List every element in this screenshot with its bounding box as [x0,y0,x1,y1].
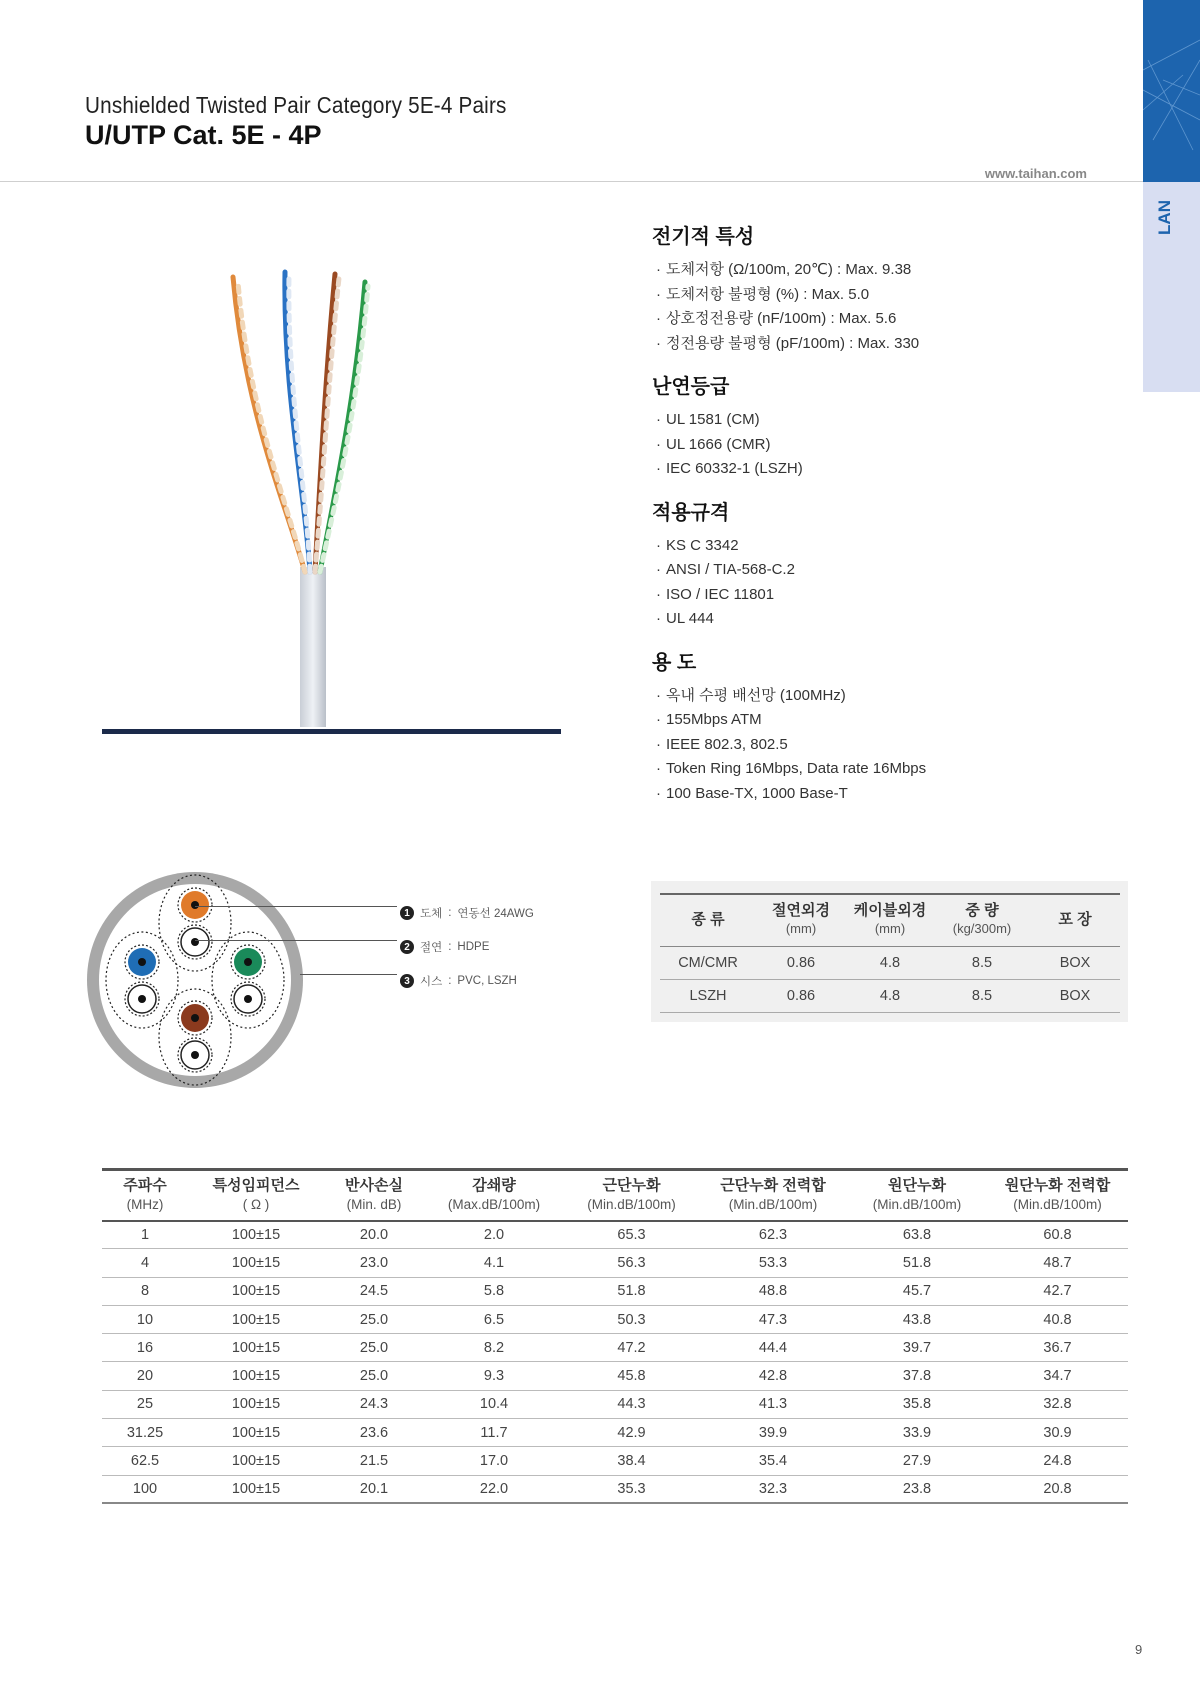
table-cell: 100±15 [188,1362,324,1390]
table-cell: 47.3 [699,1305,847,1333]
table-cell: 44.4 [699,1334,847,1362]
table-cell: 24.3 [324,1390,424,1418]
table-cell: 47.2 [564,1334,699,1362]
table-cell: 63.8 [847,1221,987,1249]
spec-item: · ANSI / TIA-568-C.2 [652,558,1072,583]
legend-name: 시스 [420,976,443,988]
spec-section-electrical [652,220,1072,356]
table-cell: 1 [102,1221,188,1249]
table-cell: BOX [1030,946,1120,979]
table-cell: 20 [102,1362,188,1390]
table-cell: 33.9 [847,1419,987,1447]
table-cell: 25.0 [324,1334,424,1362]
spec-item: · UL 444 [652,607,1072,632]
table-cell: 45.7 [847,1277,987,1305]
table-cell: 17.0 [424,1447,564,1475]
section-tab-label: LAN [1155,200,1174,235]
table-cell: 42.8 [699,1362,847,1390]
table-cell: 5.8 [424,1277,564,1305]
spec-item: · Token Ring 16Mbps, Data rate 16Mbps [652,757,1072,782]
legend-value: 연동선 24AWG [457,908,534,920]
table-cell: 8.2 [424,1334,564,1362]
table-row [102,1390,1128,1418]
leader-line-conductor [195,906,397,907]
legend-value: HDPE [457,941,490,953]
table-cell: 62.5 [102,1447,188,1475]
table-cell: 37.8 [847,1362,987,1390]
table-cell: 4.8 [846,946,934,979]
spec-item: · IEEE 802.3, 802.5 [652,733,1072,758]
product-title: U/UTP Cat. 5E - 4P [85,120,322,150]
table-cell: 6.5 [424,1305,564,1333]
table-cell: 40.8 [987,1305,1128,1333]
table-cell: 100±15 [188,1390,324,1418]
table-cell: 48.7 [987,1249,1128,1277]
spec-item: · 도체저항 (Ω/100m, 20℃) : Max. 9.38 [652,258,1072,283]
table-cell: 8.5 [934,979,1030,1012]
table-cell: 16 [102,1334,188,1362]
column-header: 원단누화 (Min.dB/100m) [847,1170,987,1221]
table-cell: 100±15 [188,1419,324,1447]
table-cell: 32.3 [699,1475,847,1503]
column-header: 포 장 [1030,894,1120,946]
product-subtitle: Unshielded Twisted Pair Category 5E-4 Pairs [85,92,507,118]
table-cell: 100±15 [188,1305,324,1333]
table-cell: 35.8 [847,1390,987,1418]
table-cell: 24.8 [987,1447,1128,1475]
table-header-row [660,894,1120,946]
legend-item-sheath [400,964,640,998]
table-cell: 10 [102,1305,188,1333]
table-cell: LSZH [660,979,756,1012]
table-cell: 20.8 [987,1475,1128,1503]
legend-separator: : [448,907,452,919]
table-cell: 11.7 [424,1419,564,1447]
table-row [102,1334,1128,1362]
table-cell: 56.3 [564,1249,699,1277]
table-cell: 30.9 [987,1419,1128,1447]
table-row [102,1305,1128,1333]
table-cell: 100±15 [188,1447,324,1475]
table-cell: BOX [1030,979,1120,1012]
cross-section-legend [400,896,640,998]
cable-cross-section [80,865,310,1095]
spec-list [652,220,1072,820]
table-cell: 42.7 [987,1277,1128,1305]
leader-line-sheath [300,974,397,975]
spec-item: · 155Mbps ATM [652,708,1072,733]
table-cell: 62.3 [699,1221,847,1249]
legend-number: 1 [400,906,414,920]
table-cell: 34.7 [987,1362,1128,1390]
column-header: 중 량 (kg/300m) [934,894,1030,946]
table-cell: 0.86 [756,946,846,979]
table-cell: 20.1 [324,1475,424,1503]
table-row [660,946,1120,979]
table-row [102,1362,1128,1390]
table-cell: 100±15 [188,1475,324,1503]
table-cell: 9.3 [424,1362,564,1390]
spec-heading: 용 도 [652,651,697,674]
table-cell: 23.6 [324,1419,424,1447]
table-cell: 25.0 [324,1305,424,1333]
table-cell: 22.0 [424,1475,564,1503]
table-cell: 53.3 [699,1249,847,1277]
spec-item: · KS C 3342 [652,534,1072,559]
table-row [102,1249,1128,1277]
table-cell: 21.5 [324,1447,424,1475]
table-cell: 100±15 [188,1221,324,1249]
table-cell: 39.7 [847,1334,987,1362]
table-cell: 51.8 [564,1277,699,1305]
spec-section-flame [652,370,1072,482]
cable-photo [205,262,415,727]
column-header: 근단누화 (Min.dB/100m) [564,1170,699,1221]
table-cell: 0.86 [756,979,846,1012]
page-number: 9 [1135,1642,1143,1657]
spec-item: · UL 1666 (CMR) [652,433,1072,458]
table-row [102,1447,1128,1475]
spec-item: · 옥내 수평 배선망 (100MHz) [652,684,1072,709]
table-cell: 8 [102,1277,188,1305]
header-divider [0,181,1143,182]
table-cell: 41.3 [699,1390,847,1418]
photo-underline [102,729,561,734]
table-row [102,1475,1128,1503]
legend-item-insulation [400,930,640,964]
dimension-table [660,893,1120,1013]
table-row [660,979,1120,1012]
table-cell: 32.8 [987,1390,1128,1418]
table-cell: 51.8 [847,1249,987,1277]
section-tab[interactable] [1143,0,1200,392]
table-cell: 10.4 [424,1390,564,1418]
spec-item: · 100 Base-TX, 1000 Base-T [652,782,1072,807]
table-cell: 100±15 [188,1249,324,1277]
table-cell: 20.0 [324,1221,424,1249]
legend-number: 2 [400,940,414,954]
legend-item-conductor [400,896,640,930]
table-cell: 2.0 [424,1221,564,1249]
table-cell: 38.4 [564,1447,699,1475]
table-cell: 48.8 [699,1277,847,1305]
legend-value: PVC, LSZH [457,975,517,987]
spec-heading: 전기적 특성 [652,226,755,248]
legend-separator: : [448,941,452,953]
table-cell: 4 [102,1249,188,1277]
column-header: 원단누화 전력합 (Min.dB/100m) [987,1170,1128,1221]
table-cell: CM/CMR [660,946,756,979]
table-cell: 42.9 [564,1419,699,1447]
legend-separator: : [448,975,452,987]
table-cell: 4.8 [846,979,934,1012]
table-cell: 4.1 [424,1249,564,1277]
table-row [102,1221,1128,1249]
table-cell: 60.8 [987,1221,1128,1249]
spec-section-usage [652,646,1072,807]
spec-item: · 정전용량 불평형 (pF/100m) : Max. 330 [652,332,1072,357]
table-cell: 45.8 [564,1362,699,1390]
table-cell: 24.5 [324,1277,424,1305]
table-cell: 100±15 [188,1334,324,1362]
column-header: 종 류 [660,894,756,946]
spec-item: · 도체저항 불평형 (%) : Max. 5.0 [652,283,1072,308]
table-cell: 25.0 [324,1362,424,1390]
spec-item: · 상호정전용량 (nF/100m) : Max. 5.6 [652,307,1072,332]
table-cell: 23.0 [324,1249,424,1277]
performance-table [102,1168,1128,1504]
section-tab-graphic [1143,0,1200,182]
column-header: 특성임피던스 ( Ω ) [188,1170,324,1221]
column-header: 주파수 (MHz) [102,1170,188,1221]
website-link[interactable]: www.taihan.com [984,166,1087,181]
table-cell: 35.4 [699,1447,847,1475]
table-header-row [102,1170,1128,1221]
column-header: 감쇄량 (Max.dB/100m) [424,1170,564,1221]
column-header: 반사손실 (Min. dB) [324,1170,424,1221]
table-cell: 23.8 [847,1475,987,1503]
table-cell: 100±15 [188,1277,324,1305]
table-cell: 25 [102,1390,188,1418]
legend-name: 절연 [420,942,443,954]
table-cell: 8.5 [934,946,1030,979]
table-cell: 36.7 [987,1334,1128,1362]
spec-item: · UL 1581 (CM) [652,408,1072,433]
table-cell: 44.3 [564,1390,699,1418]
spec-item: · IEC 60332-1 (LSZH) [652,457,1072,482]
table-row [102,1419,1128,1447]
spec-heading: 난연등급 [652,376,730,398]
spec-section-standards [652,496,1072,632]
legend-name: 도체 [420,908,443,920]
table-cell: 31.25 [102,1419,188,1447]
column-header: 근단누화 전력합 (Min.dB/100m) [699,1170,847,1221]
spec-heading: 적용규격 [652,501,730,524]
table-row [102,1277,1128,1305]
table-cell: 39.9 [699,1419,847,1447]
legend-number: 3 [400,974,414,988]
table-cell: 27.9 [847,1447,987,1475]
table-cell: 35.3 [564,1475,699,1503]
column-header: 케이블외경 (mm) [846,894,934,946]
column-header: 절연외경 (mm) [756,894,846,946]
table-cell: 100 [102,1475,188,1503]
table-cell: 65.3 [564,1221,699,1249]
table-cell: 50.3 [564,1305,699,1333]
leader-line-insulation [195,940,397,941]
spec-item: · ISO / IEC 11801 [652,583,1072,608]
table-cell: 43.8 [847,1305,987,1333]
